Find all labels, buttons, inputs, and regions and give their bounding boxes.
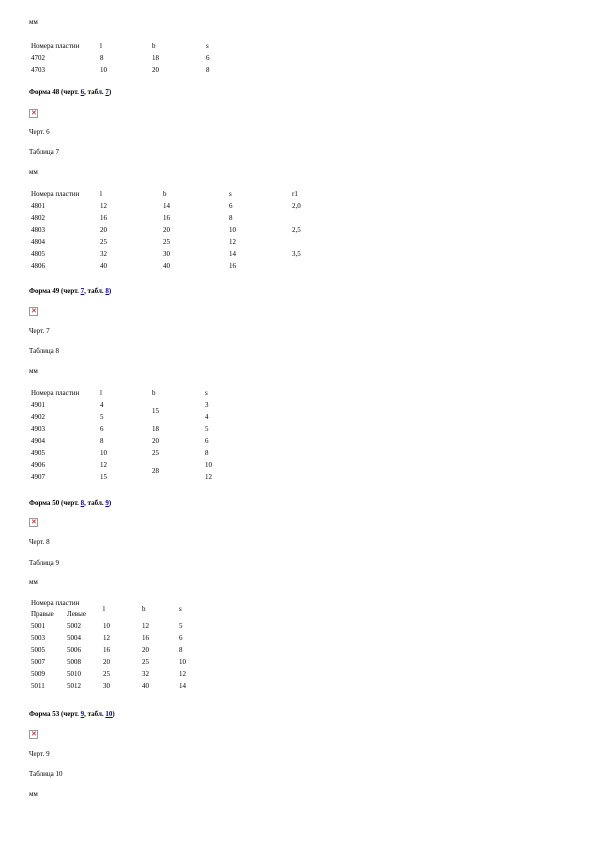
table-cell: 25	[142, 658, 149, 666]
table-header: Номера пластин	[31, 389, 80, 397]
heading-text: Форма 50 (черт.	[29, 499, 81, 507]
table-row	[29, 64, 236, 76]
table-row	[29, 236, 322, 248]
table-cell: 5011	[31, 682, 45, 690]
table-title: Таблица 9	[29, 559, 59, 567]
table-cell: 12	[100, 461, 107, 469]
table-cell: 40	[100, 262, 107, 270]
table-title: Таблица 10	[29, 770, 63, 778]
heading-text: , табл.	[84, 88, 106, 96]
table-cell: 4803	[31, 226, 45, 234]
table-cell: 4806	[31, 262, 45, 270]
table-cell: 25	[152, 449, 159, 457]
table-row	[29, 260, 322, 272]
table-row	[29, 411, 235, 423]
table-cell: 5003	[31, 634, 45, 642]
table-cell: 2,5	[292, 226, 301, 234]
table-cell: 8	[100, 54, 104, 62]
table-cell: 25	[103, 670, 110, 678]
table-cell: 3	[205, 401, 209, 409]
table-cell: 20	[100, 226, 107, 234]
unit-label: мм	[29, 168, 38, 176]
table-cell: 40	[142, 682, 149, 690]
table-header: l	[103, 605, 105, 613]
table-row	[29, 52, 236, 64]
table-cell: 4702	[31, 54, 45, 62]
table-8	[29, 387, 235, 483]
table-cell: 4906	[31, 461, 45, 469]
table-cell: 6	[205, 437, 209, 445]
heading-text: )	[108, 499, 112, 507]
table-cell: 5008	[67, 658, 81, 666]
table-cell: 4802	[31, 214, 45, 222]
table-header: s	[179, 605, 182, 613]
table-header-group: Номера пластин	[31, 599, 80, 607]
table-cell: 5001	[31, 622, 45, 630]
table-cell: 8	[100, 437, 104, 445]
table-cell: 4907	[31, 473, 45, 481]
table-row	[29, 656, 204, 668]
table-cell: 3,5	[292, 250, 301, 258]
table-cell: 12	[205, 473, 212, 481]
table-header: Правые	[31, 610, 54, 618]
table-cell: 8	[229, 214, 233, 222]
heading-text: , табл.	[84, 499, 106, 507]
table-cell: 5009	[31, 670, 45, 678]
table-cell: 28	[152, 467, 159, 475]
heading-text: Форма 48 (черт.	[29, 88, 81, 96]
table-row	[29, 212, 322, 224]
table-cell: 10	[229, 226, 236, 234]
table-9	[29, 598, 204, 692]
table-cell: 20	[152, 66, 159, 74]
table-row	[29, 447, 235, 459]
figure-caption: Черт. 7	[29, 327, 50, 335]
table-cell: 16	[100, 214, 107, 222]
table-cell: 4801	[31, 202, 45, 210]
table-header: b	[163, 190, 167, 198]
form-49-heading	[29, 287, 111, 295]
table-cell: 25	[163, 238, 170, 246]
table-6	[29, 40, 236, 76]
table-cell: 32	[100, 250, 107, 258]
form-50-heading	[29, 499, 111, 507]
heading-text: )	[108, 88, 112, 96]
table-cell: 4805	[31, 250, 45, 258]
table-cell: 16	[142, 634, 149, 642]
table-header: b	[152, 42, 156, 50]
table-cell: 6	[206, 54, 210, 62]
table-row	[29, 224, 322, 236]
table-row	[29, 248, 322, 260]
table-row	[29, 632, 204, 644]
table-title: Таблица 8	[29, 347, 59, 355]
heading-text: Форма 53 (черт.	[29, 710, 81, 718]
heading-text: Форма 49 (черт.	[29, 287, 81, 295]
table-cell: 4903	[31, 425, 45, 433]
table-cell: 6	[179, 634, 183, 642]
table-row	[29, 423, 235, 435]
table-cell: 5005	[31, 646, 45, 654]
table-row	[29, 471, 235, 483]
table-cell: 16	[163, 214, 170, 222]
table-header-row	[29, 188, 322, 200]
table-row	[29, 435, 235, 447]
table-cell: 8	[205, 449, 209, 457]
table-8-link[interactable]: 8	[105, 287, 109, 295]
table-header: s	[206, 42, 209, 50]
form-48-heading	[29, 88, 111, 96]
table-7	[29, 188, 322, 272]
table-cell: 12	[229, 238, 236, 246]
table-cell: 18	[152, 54, 159, 62]
table-cell: 6	[100, 425, 104, 433]
table-header: r1	[292, 190, 298, 198]
figure-caption: Черт. 6	[29, 128, 50, 136]
table-header: Левые	[67, 610, 86, 618]
table-cell: 4	[100, 401, 104, 409]
heading-text: )	[108, 287, 112, 295]
table-header: l	[100, 190, 102, 198]
table-cell: 4804	[31, 238, 45, 246]
table-cell: 30	[163, 250, 170, 258]
table-row	[29, 680, 204, 692]
table-row	[29, 459, 235, 471]
table-7-link[interactable]: 7	[105, 88, 109, 96]
table-cell: 12	[142, 622, 149, 630]
table-cell: 10	[100, 449, 107, 457]
table-header: b	[152, 389, 156, 397]
table-row	[29, 200, 322, 212]
broken-image-icon: ✕	[31, 518, 37, 526]
table-cell: 18	[152, 425, 159, 433]
table-cell: 20	[103, 658, 110, 666]
table-row	[29, 668, 204, 680]
table-cell: 5012	[67, 682, 81, 690]
chert-7-link[interactable]: 7	[80, 287, 85, 295]
table-cell: 20	[163, 226, 170, 234]
unit-label: мм	[29, 18, 38, 26]
table-row	[29, 620, 204, 632]
table-cell: 2,0	[292, 202, 301, 210]
table-cell: 4901	[31, 401, 45, 409]
table-header: b	[142, 605, 146, 613]
heading-text: , табл.	[84, 710, 106, 718]
table-header-row	[29, 40, 236, 52]
table-cell: 16	[229, 262, 236, 270]
table-cell: 4	[205, 413, 209, 421]
table-cell: 10	[103, 622, 110, 630]
table-cell: 10	[179, 658, 186, 666]
table-cell: 15	[100, 473, 107, 481]
table-header: l	[100, 42, 102, 50]
table-cell: 10	[100, 66, 107, 74]
table-header-row	[29, 598, 204, 609]
table-cell: 4905	[31, 449, 45, 457]
table-row	[29, 644, 204, 656]
table-cell: 5	[100, 413, 104, 421]
broken-image-icon: ✕	[31, 307, 37, 315]
chert-9-link[interactable]: 9	[80, 710, 85, 718]
table-cell: 5002	[67, 622, 81, 630]
table-cell: 30	[103, 682, 110, 690]
table-cell: 5004	[67, 634, 81, 642]
table-header: l	[100, 389, 102, 397]
heading-text: )	[112, 710, 115, 718]
unit-label: мм	[29, 367, 38, 375]
table-cell: 8	[206, 66, 210, 74]
table-cell: 4904	[31, 437, 45, 445]
table-row	[29, 399, 235, 411]
table-10-link[interactable]: 10	[105, 710, 113, 718]
table-header: s	[229, 190, 232, 198]
table-title: Таблица 7	[29, 148, 59, 156]
table-cell: 8	[179, 646, 183, 654]
table-cell: 20	[142, 646, 149, 654]
table-cell: 14	[179, 682, 186, 690]
heading-text: , табл.	[84, 287, 106, 295]
table-cell: 40	[163, 262, 170, 270]
table-cell: 5006	[67, 646, 81, 654]
table-cell: 12	[103, 634, 110, 642]
table-cell: 6	[229, 202, 233, 210]
table-header: Номера пластин	[31, 42, 80, 50]
table-cell: 14	[163, 202, 170, 210]
table-cell: 5	[205, 425, 209, 433]
unit-label: мм	[29, 578, 38, 586]
table-cell: 12	[100, 202, 107, 210]
table-9-link[interactable]: 9	[105, 499, 109, 507]
figure-caption: Черт. 9	[29, 750, 50, 758]
table-cell: 10	[205, 461, 212, 469]
table-cell: 12	[179, 670, 186, 678]
table-cell: 4703	[31, 66, 45, 74]
table-cell: 16	[103, 646, 110, 654]
table-cell: 14	[229, 250, 236, 258]
table-cell: 4902	[31, 413, 45, 421]
table-cell: 5	[179, 622, 183, 630]
table-cell: 5010	[67, 670, 81, 678]
figure-caption: Черт. 8	[29, 538, 50, 546]
chert-6-link[interactable]: 6	[80, 88, 85, 96]
table-header-row	[29, 387, 235, 399]
table-header: s	[205, 389, 208, 397]
table-cell: 32	[142, 670, 149, 678]
broken-image-icon: ✕	[31, 730, 37, 738]
form-53-heading	[29, 710, 115, 718]
broken-image-icon: ✕	[31, 109, 37, 117]
table-cell: 15	[152, 407, 159, 415]
table-cell: 25	[100, 238, 107, 246]
unit-label: мм	[29, 790, 38, 798]
table-cell: 5007	[31, 658, 45, 666]
table-cell: 20	[152, 437, 159, 445]
table-header: Номера пластин	[31, 190, 80, 198]
chert-8-link[interactable]: 8	[80, 499, 85, 507]
